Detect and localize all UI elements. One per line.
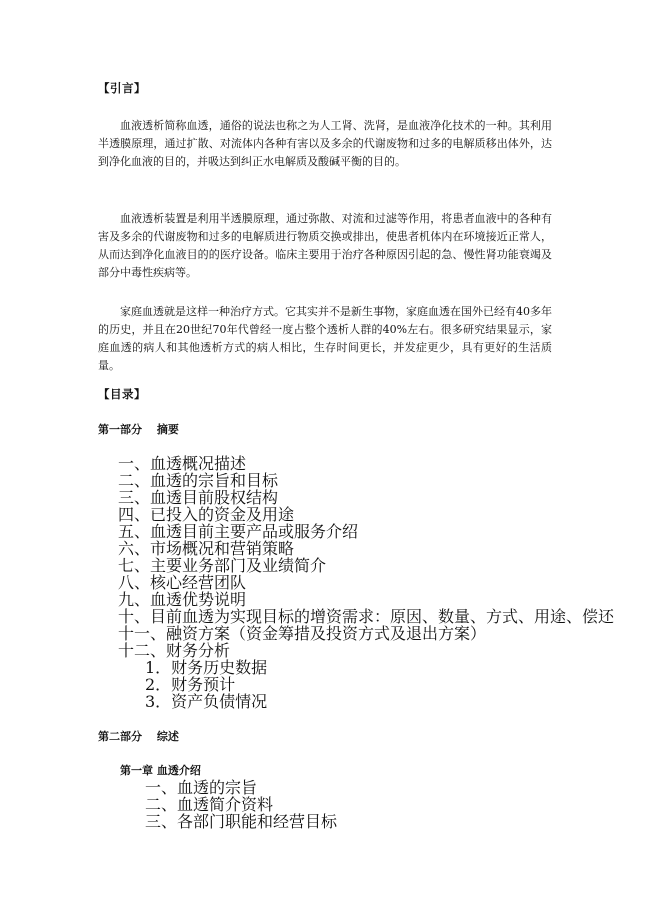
- toc-item: 九、血透优势说明: [118, 590, 247, 609]
- toc-subitem: 3．资产负债情况: [145, 692, 268, 711]
- toc-item: 二、血透简介资料: [145, 795, 274, 814]
- toc-heading: 【目录】: [98, 387, 146, 401]
- toc-item: 四、已投入的资金及用途: [118, 505, 295, 524]
- toc-item: 二、血透的宗旨和目标: [118, 471, 279, 490]
- toc-item: 七、主要业务部门及业绩简介: [118, 556, 327, 575]
- chapter1-title: 第一章 血透介绍: [120, 764, 201, 777]
- part2-title: 第二部分 综述: [98, 730, 179, 743]
- toc-item: 三、血透目前股权结构: [118, 488, 279, 507]
- toc-item: 十二、财务分析: [118, 641, 231, 660]
- toc-subitem: 1．财务历史数据: [145, 658, 268, 677]
- toc-item: 三、各部门职能和经营目标: [145, 812, 338, 831]
- toc-subitem: 2．财务预计: [145, 675, 236, 694]
- toc-item: 一、血透概况描述: [118, 454, 247, 473]
- part1-title: 第一部分 摘要: [98, 423, 179, 436]
- toc-item: 八、核心经营团队: [118, 573, 247, 592]
- toc-item: 十一、融资方案（资金筹措及投资方式及退出方案）: [118, 624, 487, 643]
- toc-item: 六、市场概况和营销策略: [118, 539, 295, 558]
- intro-paragraph-1: 血液透析简称血透，通俗的说法也称之为人工肾、洗肾，是血液净化技术的一种。其利用半透膜原理，通过扩散、对流体内各种有害以及多余的代谢废物和过多的电解质移出体外，达到净化血液的目的，并吸达到纠正水电解质及酸碱平衡的目的。: [98, 119, 552, 168]
- toc-item: 五、血透目前主要产品或服务介绍: [118, 522, 359, 541]
- intro-paragraph-2: 血液透析装置是利用半透膜原理，通过弥散、对流和过滤等作用，将患者血液中的各种有害及多余的代谢废物和过多的电解质进行物质交换或排出，使患者机体内在环境接近正常人，从而达到净化血液目的的医疗设备。临床主要用于治疗各种原因引起的急、慢性肾功能衰竭及部分中毒性疾病等。: [98, 212, 552, 279]
- toc-item: 一、血透的宗旨: [145, 778, 258, 797]
- toc-item: 十、目前血透为实现目标的增资需求：原因、数量、方式、用途、偿还: [118, 607, 615, 626]
- intro-heading: 【引言】: [98, 81, 146, 95]
- intro-paragraph-3: 家庭血透就是这样一种治疗方式。它其实并不是新生事物，家庭血透在国外已经有40多年的历史，并且在20世纪70年代曾经一度占整个透析人群的40%左右。很多研究结果显示，家庭血透的病人和其他透析方式的病人相比，生存时间更长，并发症更少，具有更好的生活质量。: [98, 305, 552, 372]
